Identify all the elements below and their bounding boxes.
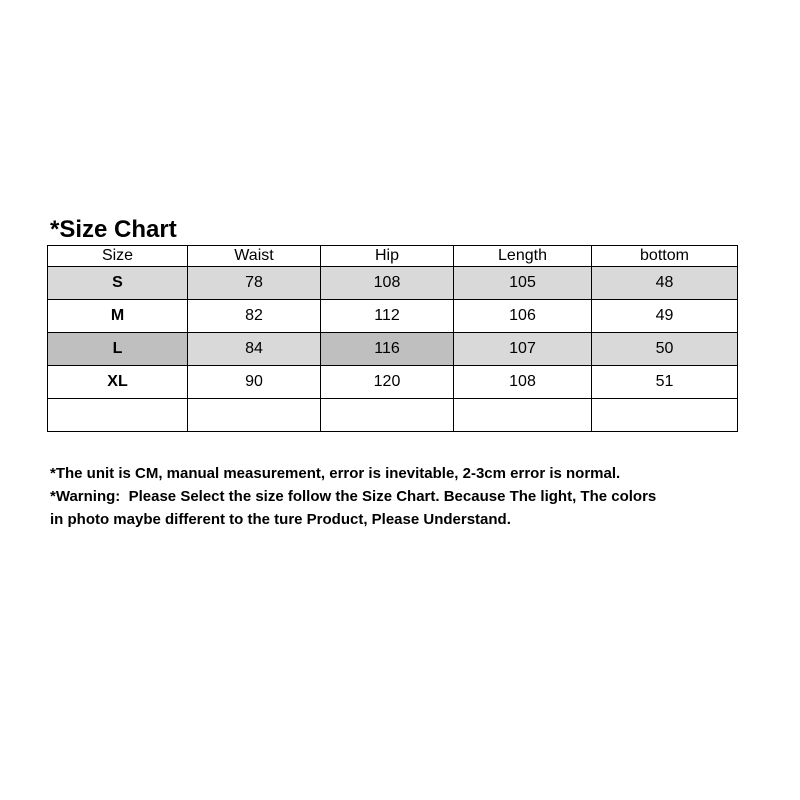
size-chart-table (47, 245, 738, 432)
cell-length: 108 (454, 366, 592, 399)
cell-bottom (592, 399, 738, 432)
unit-note: *The unit is CM, manual measurement, error is inevitable, 2-3cm error is normal. (50, 465, 621, 482)
warning-note: *Warning: Please Select the size follow the Size Chart. Because The light, The colors (50, 488, 657, 505)
cell-size: M (48, 300, 188, 333)
cell-waist: 90 (188, 366, 321, 399)
notes-block (50, 462, 770, 531)
cell-length (454, 399, 592, 432)
header-size: Size (48, 246, 188, 267)
table-row (48, 267, 738, 300)
header-length: Length (454, 246, 592, 267)
cell-hip: 108 (321, 267, 454, 300)
header-waist: Waist (188, 246, 321, 267)
cell-size: L (48, 333, 188, 366)
cell-size (48, 399, 188, 432)
cell-waist (188, 399, 321, 432)
cell-hip: 112 (321, 300, 454, 333)
cell-bottom: 51 (592, 366, 738, 399)
table-row (48, 300, 738, 333)
header-bottom: bottom (592, 246, 738, 267)
page-title: *Size Chart (50, 216, 177, 243)
cell-hip: 120 (321, 366, 454, 399)
cell-bottom: 48 (592, 267, 738, 300)
header-hip: Hip (321, 246, 454, 267)
table-row (48, 366, 738, 399)
cell-bottom: 49 (592, 300, 738, 333)
table-row (48, 333, 738, 366)
cell-waist: 84 (188, 333, 321, 366)
cell-size: XL (48, 366, 188, 399)
cell-bottom: 50 (592, 333, 738, 366)
cell-length: 107 (454, 333, 592, 366)
cell-hip (321, 399, 454, 432)
cell-size: S (48, 267, 188, 300)
cell-length: 106 (454, 300, 592, 333)
table-row (48, 399, 738, 432)
cell-hip: 116 (321, 333, 454, 366)
size-chart-body (48, 246, 738, 432)
table-header-row (48, 246, 738, 267)
cell-length: 105 (454, 267, 592, 300)
cell-waist: 78 (188, 267, 321, 300)
warning-note-continued: in photo maybe different to the ture Product, Please Understand. (50, 511, 511, 528)
cell-waist: 82 (188, 300, 321, 333)
